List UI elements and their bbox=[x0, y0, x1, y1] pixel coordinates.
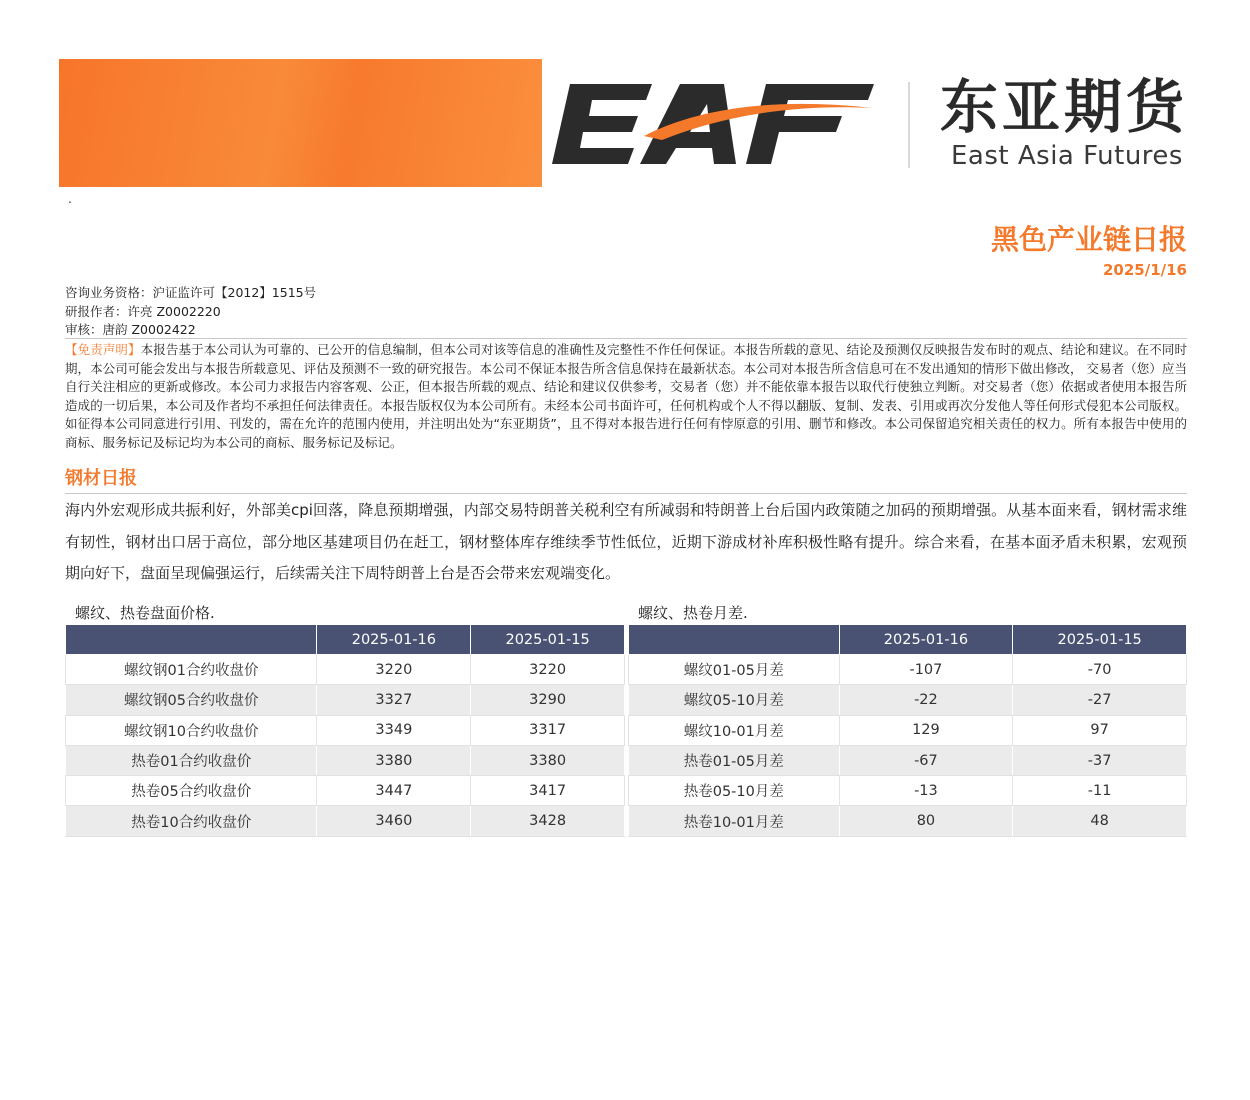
table-cell: 螺纹01-05月差 bbox=[629, 655, 840, 685]
spread-table-caption: 螺纹、热卷月差. bbox=[638, 604, 748, 622]
table-cell: 热卷01合约收盘价 bbox=[66, 745, 317, 775]
table-cell: -37 bbox=[1013, 745, 1187, 775]
table-header-row bbox=[66, 625, 625, 655]
logo-english-name: East Asia Futures bbox=[951, 141, 1183, 171]
table-cell: 80 bbox=[839, 806, 1013, 836]
table-cell: 3220 bbox=[471, 655, 625, 685]
table-cell: 螺纹钢01合约收盘价 bbox=[66, 655, 317, 685]
table-row bbox=[66, 685, 625, 715]
table-cell: -70 bbox=[1013, 655, 1187, 685]
table-row bbox=[66, 655, 625, 685]
table-cell: 热卷10合约收盘价 bbox=[66, 806, 317, 836]
report-date: 2025/1/16 bbox=[1102, 261, 1187, 279]
table-cell: 3220 bbox=[317, 655, 471, 685]
logo-chinese-name: 东亚期货 bbox=[940, 73, 1189, 141]
table-cell: 热卷10-01月差 bbox=[629, 806, 840, 836]
table-cell: 螺纹05-10月差 bbox=[629, 685, 840, 715]
table-cell: 3349 bbox=[317, 715, 471, 745]
table-row bbox=[629, 685, 1187, 715]
author-line: 研报作者：许亮 Z0002220 bbox=[65, 303, 221, 319]
table-header-cell bbox=[66, 625, 317, 655]
table-row bbox=[629, 745, 1187, 775]
table-row bbox=[629, 715, 1187, 745]
table-cell: 3380 bbox=[471, 745, 625, 775]
table-header-cell: 2025-01-16 bbox=[839, 625, 1013, 655]
table-cell: -13 bbox=[839, 776, 1013, 806]
table-cell: 3327 bbox=[317, 685, 471, 715]
spread-table bbox=[628, 624, 1187, 837]
table-cell: 螺纹钢05合约收盘价 bbox=[66, 685, 317, 715]
price-table bbox=[65, 624, 625, 837]
section-title: 钢材日报 bbox=[65, 467, 1187, 494]
table-header-row bbox=[629, 625, 1187, 655]
table-cell: -11 bbox=[1013, 776, 1187, 806]
header-banner bbox=[59, 59, 542, 187]
table-cell: 3380 bbox=[317, 745, 471, 775]
table-row bbox=[66, 776, 625, 806]
table-cell: 3460 bbox=[317, 806, 471, 836]
table-cell: -67 bbox=[839, 745, 1013, 775]
table-cell: 3317 bbox=[471, 715, 625, 745]
table-cell: 48 bbox=[1013, 806, 1187, 836]
table-header-cell: 2025-01-15 bbox=[1013, 625, 1187, 655]
disclaimer-text: 本报告基于本公司认为可靠的、已公开的信息编制，但本公司对该等信息的准确性及完整性不作任何保证。本报告所载的意见、结论及预测仅反映报告发布时的观点、结论和建议。在不同时期，本公司可能会发出与本报告所载意见、评估及预测不一致的研究报告。本公司不保证本报告所含信息保持在最新状态。本公司对本报告所含信息可在不发出通知的情形下做出修改， 交易者（您）应当自行关注相应的更新或修改。本公司力求报告内容客观、公正，但本报告所载的观点、结论和建议仅供参考，交易者（您）并不能依靠本报告以取代行使独立判断。对交易者（您）依据或者使用本报告所造成的一切后果，本公司及作者均不承担任何法律责任。本报告版权仅为本公司所有。未经本公司书面许可，任何机构或个人不得以翻版、复制、发表、引用或再次分发他人等任何形式侵犯本公司版权。如征得本公司同意进行引用、刊发的，需在允许的范围内使用，并注明出处为“东亚期货”，且不得对本报告进行任何有悖原意的引用、删节和修改。本公司保留追究相关责任的权力。所有本报告中使用的商标、服务标记及标记均为本公司的商标、服务标记及标记。 bbox=[65, 342, 1187, 450]
table-row bbox=[629, 776, 1187, 806]
banner-dot: . bbox=[68, 192, 72, 206]
table-cell: 螺纹钢10合约收盘价 bbox=[66, 715, 317, 745]
report-title: 黑色产业链日报 bbox=[990, 223, 1187, 256]
price-table-caption: 螺纹、热卷盘面价格. bbox=[75, 604, 215, 622]
table-cell: 97 bbox=[1013, 715, 1187, 745]
license-line: 咨询业务资格：沪证监许可【2012】1515号 bbox=[65, 285, 317, 300]
disclaimer-tag: 【免责声明】 bbox=[65, 342, 141, 357]
section-summary: 海内外宏观形成共振利好，外部美cpi回落，降息预期增强，内部交易特朗普关税利空有所减弱和特朗普上台后国内政策随之加码的预期增强。从基本面来看，钢材需求维有韧性，钢材出口居于高位，部分地区基建项目仍在赶工，钢材整体库存维续季节性低位，近期下游成材补库积极性略有提升。综合来看，在基本面矛盾未积累，宏观预期向好下，盘面呈现偏强运行，后续需关注下周特朗普上台是否会带来宏观端变化。 bbox=[65, 501, 1187, 582]
table-header-cell: 2025-01-15 bbox=[471, 625, 625, 655]
table-cell: 129 bbox=[839, 715, 1013, 745]
logo-divider bbox=[908, 82, 910, 168]
table-cell: -107 bbox=[839, 655, 1013, 685]
table-header-cell: 2025-01-16 bbox=[317, 625, 471, 655]
table-cell: -22 bbox=[839, 685, 1013, 715]
table-cell: 3447 bbox=[317, 776, 471, 806]
table-cell: 3428 bbox=[471, 806, 625, 836]
table-row bbox=[66, 715, 625, 745]
table-cell: 3417 bbox=[471, 776, 625, 806]
reviewer-line: 审核：唐韵 Z0002422 bbox=[65, 322, 196, 337]
table-row bbox=[629, 655, 1187, 685]
table-row bbox=[66, 745, 625, 775]
table-cell: 3290 bbox=[471, 685, 625, 715]
table-header-cell bbox=[629, 625, 840, 655]
eaf-logo-icon bbox=[552, 78, 882, 170]
table-cell: -27 bbox=[1013, 685, 1187, 715]
table-cell: 热卷01-05月差 bbox=[629, 745, 840, 775]
table-cell: 螺纹10-01月差 bbox=[629, 715, 840, 745]
table-row bbox=[629, 806, 1187, 836]
table-row bbox=[66, 806, 625, 836]
table-cell: 热卷05合约收盘价 bbox=[66, 776, 317, 806]
report-meta bbox=[65, 284, 316, 340]
disclaimer bbox=[65, 338, 1187, 453]
table-cell: 热卷05-10月差 bbox=[629, 776, 840, 806]
